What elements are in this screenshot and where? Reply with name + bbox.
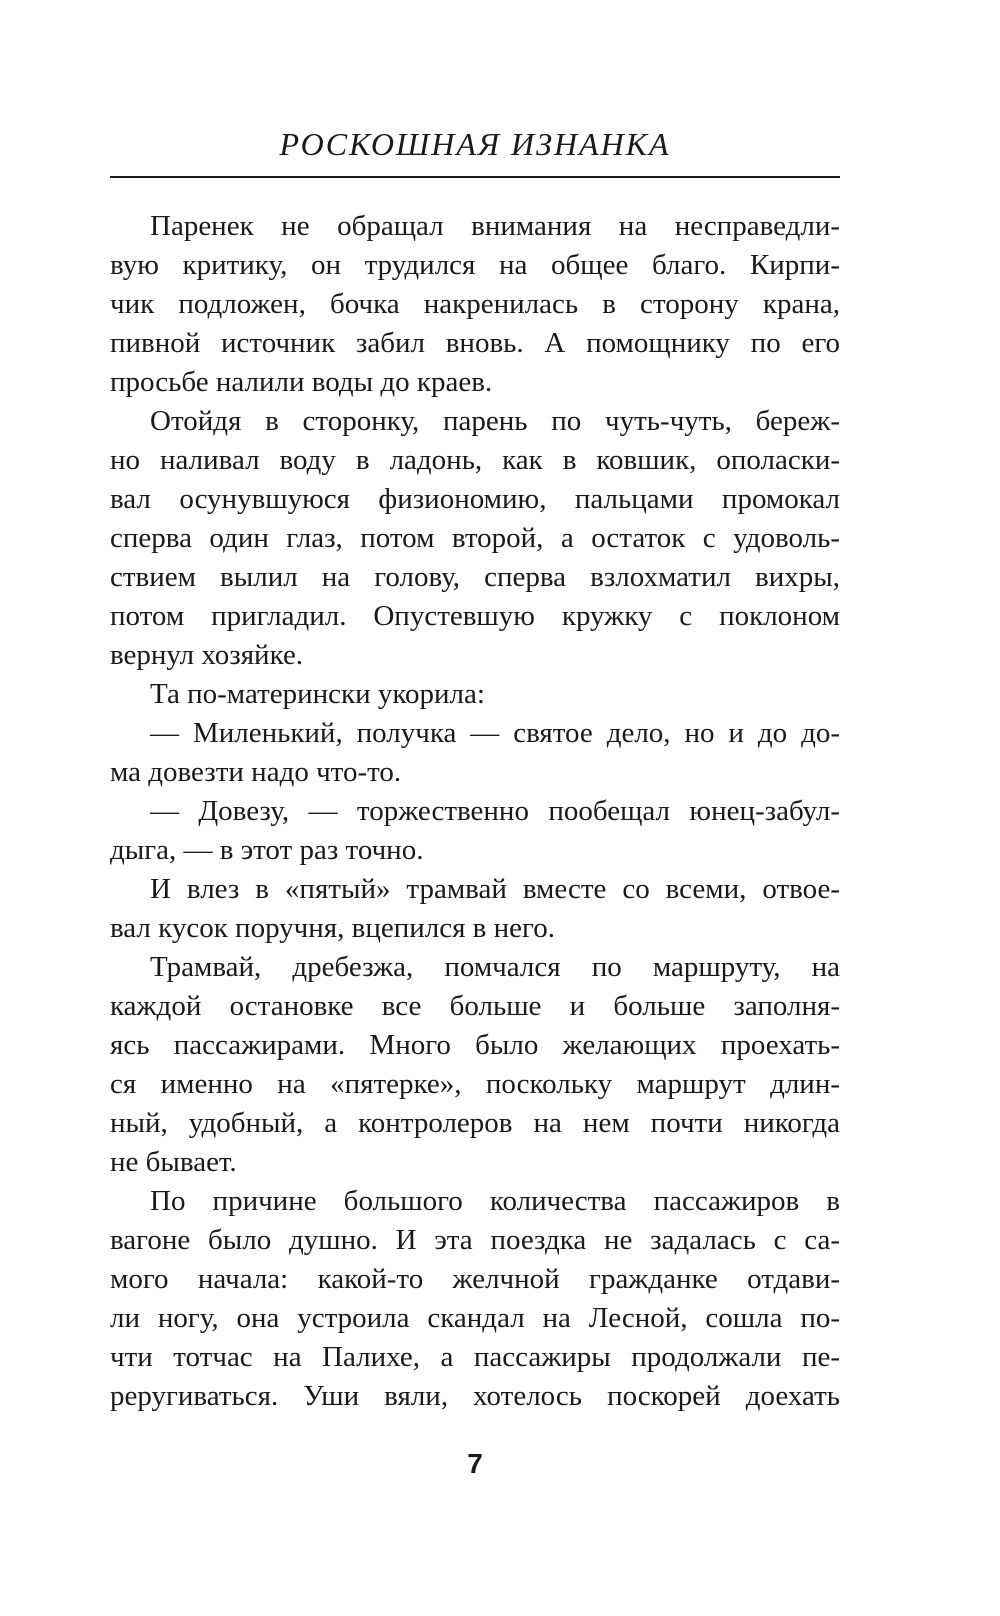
- page-number: 7: [467, 1448, 483, 1479]
- text-line: реругиваться. Уши вяли, хотелось поскорей доехать: [110, 1380, 840, 1412]
- text-line: Отойдя в сторонку, парень по чуть-чуть, береж-: [150, 405, 840, 437]
- text-line: — Миленький, получка — святое дело, но и до до-: [150, 717, 840, 749]
- text-line: мого начала: какой-то желчной гражданке отдави-: [110, 1263, 840, 1295]
- text-line: ся именно на «пятерке», поскольку маршрут длин-: [110, 1068, 840, 1100]
- body-text: [110, 207, 840, 1416]
- text-line: каждой остановке все больше и больше заполня-: [110, 990, 840, 1022]
- text-line: вал кусок поручня, вцепился в него.: [110, 912, 555, 944]
- text-line: По причине большого количества пассажиров в: [150, 1185, 840, 1217]
- text-line: потом пригладил. Опустевшую кружку с поклоном: [110, 600, 840, 632]
- running-title: РОСКОШНАЯ ИЗНАНКА: [279, 126, 671, 162]
- text-line: ма довезти надо что-то.: [110, 756, 402, 788]
- text-line: И влез в «пятый» трамвай вместе со всеми, отвое-: [150, 873, 840, 905]
- text-line: вую критику, он трудился на общее благо. Кирпи-: [110, 249, 840, 281]
- text-line: не бывает.: [110, 1146, 237, 1178]
- text-line: сперва один глаз, потом второй, а остаток с удоволь-: [110, 522, 840, 554]
- text-line: просьбе налили воды до краев.: [110, 366, 493, 398]
- text-line: ли ногу, она устроила скандал на Лесной, сошла по-: [110, 1302, 840, 1334]
- text-line: вернул хозяйке.: [110, 639, 304, 671]
- text-line: дыга, — в этот раз точно.: [110, 834, 424, 866]
- text-line: но наливал воду в ладонь, как в ковшик, ополаски-: [110, 444, 840, 476]
- text-line: чти тотчас на Палихе, а пассажиры продолжали пе-: [110, 1341, 840, 1373]
- text-line: вал осунувшуюся физиономию, пальцами промокал: [110, 483, 840, 515]
- text-line: Та по-матерински укорила:: [150, 678, 485, 710]
- text-line: ствием вылил на голову, сперва взлохматил вихры,: [110, 561, 840, 593]
- text-line: ясь пассажирами. Много было желающих проехать-: [110, 1029, 840, 1061]
- text-line: ный, удобный, а контролеров на нем почти никогда: [110, 1107, 840, 1139]
- text-line: Трамвай, дребезжа, помчался по маршруту, на: [150, 951, 840, 983]
- header-rule: [110, 176, 840, 178]
- text-line: Паренек не обращал внимания на несправедли-: [150, 210, 840, 242]
- text-line: вагоне было душно. И эта поездка не задалась с са-: [110, 1224, 840, 1256]
- text-line: чик подложен, бочка накренилась в сторону крана,: [110, 288, 840, 320]
- text-line: пивной источник забил вновь. А помощнику по его: [110, 327, 840, 359]
- text-line: — Довезу, — торжественно пообещал юнец-забул-: [150, 795, 840, 827]
